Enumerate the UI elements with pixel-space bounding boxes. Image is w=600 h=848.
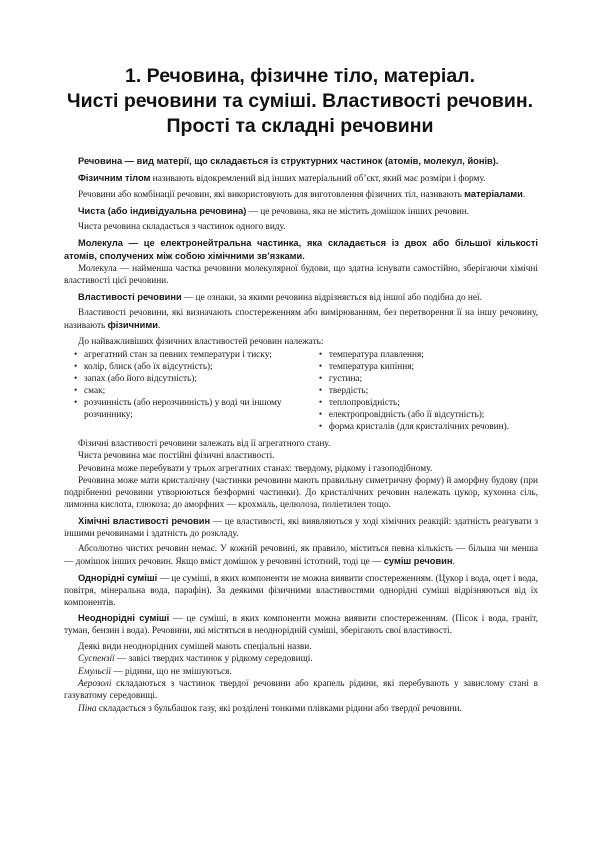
- list-left-column: [64, 349, 309, 433]
- list-item: • агрегатний стан за певних температури і тиску;: [74, 349, 309, 361]
- definition-homogeneous-mixtures: [64, 572, 538, 609]
- text-end: .: [452, 557, 455, 567]
- list-item: • температура плавлення;: [319, 349, 538, 361]
- text: Властивості речовини, які визначають спостереженням або вимірюванням, без перетворення її на іншу речовину, називають: [64, 308, 538, 331]
- definition-pure-substance: [64, 205, 538, 218]
- list-item: • температура кипіння;: [319, 361, 538, 373]
- title-line-1: 1. Речовина, фізичне тіло, матеріал.: [125, 65, 475, 87]
- paragraph: Молекула — найменша частка речовини молекулярної будови, що здатна існувати самостійно, зберігаючи хімічні властивості цієї речовини.: [64, 264, 538, 286]
- text: складаються з частинок твердої речовини або крапель рідини, які перебувають у завислому стані в газуватому середовищі.: [64, 679, 538, 701]
- physical-properties-list: [64, 349, 538, 433]
- list-item: • розчинність (або нерозчинність) у воді чи іншому розчиннику;: [74, 397, 309, 421]
- list-item: • колір, блиск (або їх відсутність);: [74, 361, 309, 373]
- paragraph: Чиста речовина складається з частинок одного виду.: [78, 222, 286, 232]
- definition-emulsions: [64, 666, 538, 678]
- main-text: [64, 155, 538, 715]
- definition-chemical-properties: [64, 515, 538, 540]
- list-item: • форма кристалів (для кристалічних речовин).: [319, 421, 538, 433]
- term: Неоднорідні суміші: [78, 613, 170, 623]
- term: Аерозолі: [78, 679, 112, 689]
- text: — це властивості, які виявляються у ході хімічних реакцій: здатність реагувати з іншими речовинами і здатність до розкладу.: [64, 516, 538, 539]
- paragraph: Речовина може мати кристалічну (частинки речовини мають правильну симетричну форму) й аморфну будову (при подрібненні речовини утворюються безформні частинки). До кристалічних речовин належать цукор, кухонна сіль, лимонна кислота, глюкоза; до аморфних — крохмаль, целюлоза, поліетилен тощо.: [64, 476, 538, 510]
- paragraph: Речовина може перебувати у трьох агрегатних станах: твердому, рідкому і газоподібному.: [78, 463, 433, 474]
- list-item: • твердість;: [319, 385, 538, 397]
- definition-suspensions: [64, 653, 538, 665]
- list-item: • теплопровідність;: [319, 397, 538, 409]
- definition-mixture: [64, 543, 538, 568]
- definition-text: Молекула — це електронейтральна частинка, яка складається із двох або більшої кількості атомів, сполучених між собою хімічними зв’язками.: [64, 237, 538, 261]
- text: Абсолютно чистих речовин немає. У кожній речовині, як правило, міститься певна кількість — більша чи менша — домішок інших речовин. Якщо вміст домішок у речовині істотний, тоді це —: [64, 544, 538, 567]
- term: Властивості речовини: [78, 291, 182, 302]
- text: — рідини, що не змішуються.: [111, 666, 232, 677]
- term: Суспензії: [78, 654, 115, 664]
- definition-properties: [64, 291, 538, 304]
- definition-substance: [64, 155, 538, 168]
- text: — це ознаки, за якими речовина відрізняється від іншої або подібна до неї.: [181, 292, 482, 303]
- paragraph: Чиста речовина має постійні фізичні властивості.: [78, 451, 275, 461]
- text: — завісі твердих частинок у рідкому середовищі.: [114, 654, 313, 664]
- definition-materials: [64, 188, 538, 201]
- list-item: • запах (або його відсутність);: [74, 373, 309, 385]
- list-item: • електропровідність (або її відсутність);: [319, 409, 538, 421]
- definition-aerosols: [64, 678, 538, 702]
- definition-physical-properties: [64, 307, 538, 332]
- text: — це речовина, яка не містить домішок інших речовин.: [246, 206, 469, 217]
- list-right-column: [309, 349, 538, 433]
- term: матеріалами: [464, 189, 523, 199]
- paragraph: Деякі види неоднорідних сумішей мають спеціальні назви.: [78, 641, 312, 652]
- term: Хімічні властивості речовин: [78, 515, 211, 526]
- text: складається з бульбашок газу, які розділені тонкими плівками рідини або твердої речовини.: [96, 703, 462, 714]
- term: фізичними: [107, 320, 158, 330]
- term: Фізичним тілом: [78, 172, 151, 183]
- title-line-2: Чисті речовини та суміші. Властивості речовин.: [66, 90, 534, 112]
- term: Піна: [78, 703, 97, 714]
- definition-text: Речовина — вид матерії, що складається із структурних частинок (атомів, молекул, йонів).: [78, 156, 499, 166]
- page-title: [0, 64, 600, 139]
- term: Однорідні суміші: [78, 572, 158, 583]
- text-end: .: [522, 190, 526, 200]
- paragraph: До найважливіших фізичних властивостей речовин належать:: [78, 336, 324, 347]
- text: називають відокремлений від інших матеріальний об’єкт, який має розміри і форму.: [150, 173, 486, 184]
- list-item: • густина;: [319, 373, 538, 385]
- definition-foam: [64, 703, 538, 715]
- text-end: .: [157, 321, 161, 331]
- list-item: • смак;: [74, 385, 309, 397]
- term: Емульсії: [78, 666, 112, 677]
- definition-physical-body: [64, 172, 538, 185]
- title-line-3: Прості та складні речовини: [166, 115, 434, 137]
- paragraph: Фізичні властивості речовини залежать від її агрегатного стану.: [78, 438, 331, 449]
- text: — це суміші, в яких компоненти не можна виявити спостереженням. (Цукор і вода, оцет і вода, повітря, мінеральна вода, парафін). За деякими фізичними властивостями однорідні суміші відрізняються від їх компонентів.: [64, 573, 538, 608]
- text: Речовини або комбінації речовин, які використовують для виготовлення фізичних тіл, називають: [78, 190, 465, 200]
- definition-molecule: [64, 237, 538, 263]
- definition-heterogeneous-mixtures: [64, 612, 538, 637]
- term: Чиста (або індивідуальна речовина): [78, 205, 247, 216]
- text: — це суміші, в яких компоненти можна виявити спостереженням. (Пісок і вода, граніт, туман, бензин і вода). Речовини, які містяться в неоднорідній суміші, зберігають свої властивості.: [64, 614, 538, 636]
- term: суміш речовин: [383, 556, 453, 566]
